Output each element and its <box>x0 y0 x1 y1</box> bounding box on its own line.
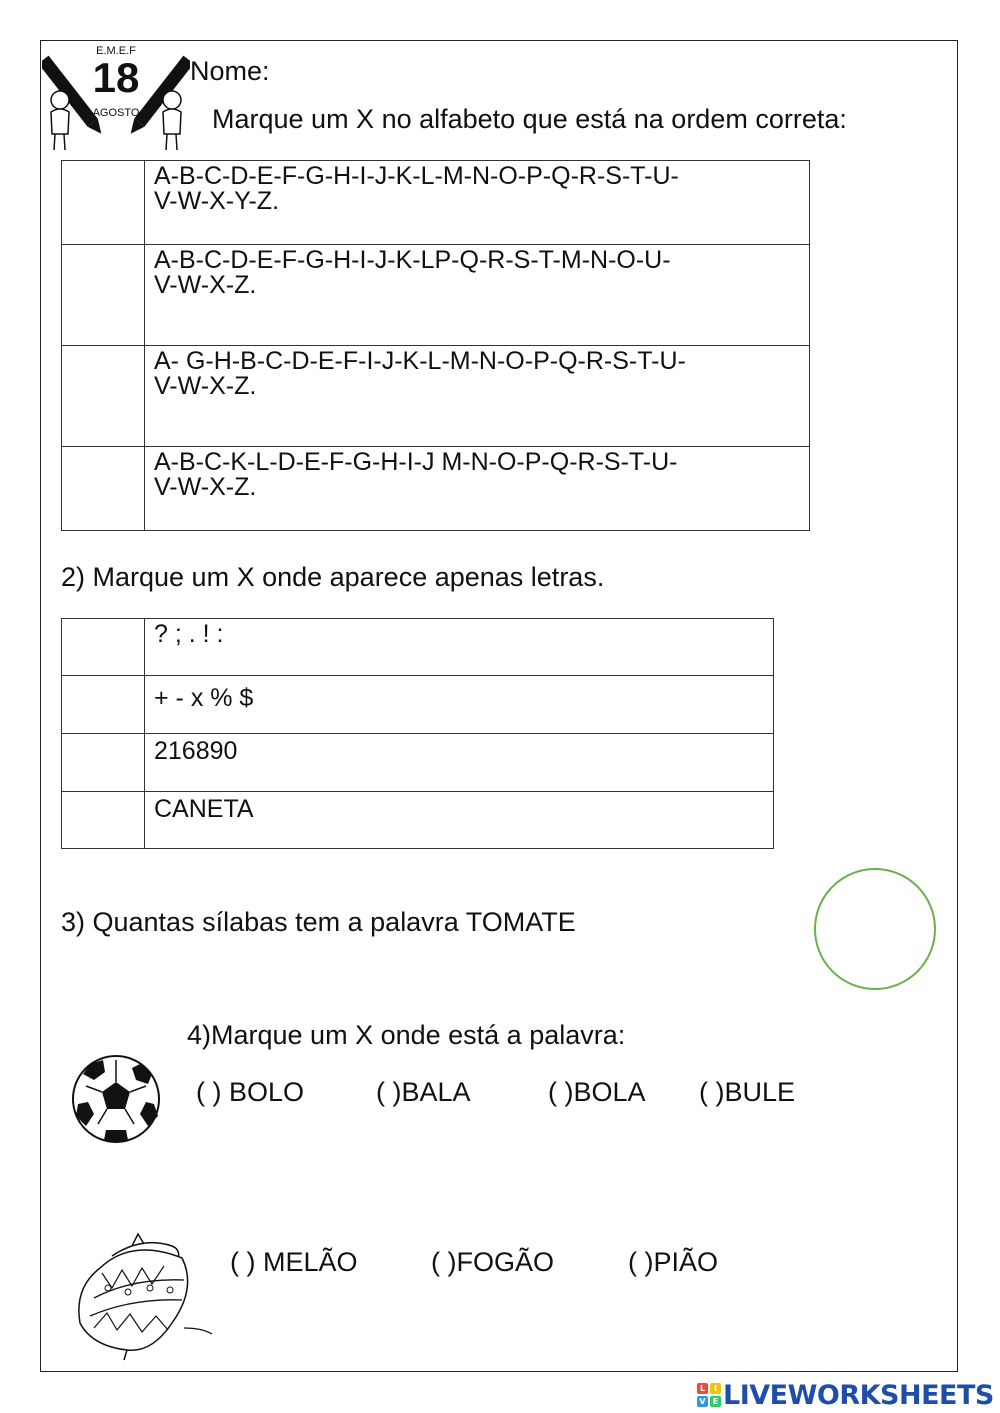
answer-box[interactable] <box>62 734 145 792</box>
question3-title: 3) Quantas sílabas tem a palavra TOMATE <box>61 907 576 937</box>
alphabet-option: A-B-C-D-E-F-G-H-I-J-K-L-M-N-O-P-Q-R-S-T-U- V-W-X-Y-Z. <box>145 161 810 245</box>
answer-box[interactable] <box>62 792 145 849</box>
alphabet-option: A-B-C-D-E-F-G-H-I-J-K-LP-Q-R-S-T-M-N-O-U- V-W-X-Z. <box>145 245 810 346</box>
liveworksheets-brand[interactable] <box>697 1379 994 1411</box>
answer-circle[interactable] <box>814 868 936 990</box>
alphabet-row <box>62 161 810 245</box>
symbols-option: CANETA <box>145 792 774 849</box>
option-bule[interactable]: ( )BULE <box>699 1077 796 1107</box>
alphabet-row <box>62 346 810 447</box>
option-piao[interactable]: ( )PIÃO <box>628 1247 719 1277</box>
alphabet-table <box>61 160 810 531</box>
symbols-option: + - x % $ <box>145 676 774 734</box>
logo-month-text: AGOSTO <box>92 107 140 119</box>
symbols-table <box>61 618 774 849</box>
name-label: Nome: <box>190 56 270 86</box>
alphabet-option: A-B-C-K-L-D-E-F-G-H-I-J M-N-O-P-Q-R-S-T-U- V-W-X-Z. <box>145 447 810 531</box>
word-options-group-1 <box>196 1079 795 1106</box>
option-fogao[interactable]: ( )FOGÃO <box>431 1247 554 1277</box>
spinning-top-icon <box>72 1228 217 1363</box>
symbols-row <box>62 792 774 849</box>
answer-box[interactable] <box>62 346 145 447</box>
symbols-row <box>62 734 774 792</box>
answer-box[interactable] <box>62 447 145 531</box>
symbols-row <box>62 619 774 676</box>
alphabet-row <box>62 245 810 346</box>
alphabet-row <box>62 447 810 531</box>
brand-text: LIVEWORKSHEETS <box>723 1379 994 1411</box>
question4-title: 4)Marque um X onde está a palavra: <box>187 1020 626 1050</box>
question2-title: 2) Marque um X onde aparece apenas letras. <box>61 562 605 592</box>
answer-box[interactable] <box>62 245 145 346</box>
alphabet-option: A- G-H-B-C-D-E-F-I-J-K-L-M-N-O-P-Q-R-S-T-U- V-W-X-Z. <box>145 346 810 447</box>
school-logo-icon <box>42 42 190 154</box>
answer-box[interactable] <box>62 161 145 245</box>
question1-instruction: Marque um X no alfabeto que está na ordem correta: <box>212 104 847 134</box>
option-bolo[interactable]: ( ) BOLO <box>196 1077 305 1107</box>
logo-number-text: 18 <box>92 54 140 101</box>
symbols-option: ? ; . ! : <box>145 619 774 676</box>
liveworksheets-logo-icon: L I V E <box>697 1383 721 1407</box>
soccer-ball-icon <box>70 1052 162 1146</box>
word-options-group-2 <box>230 1249 718 1276</box>
symbols-row <box>62 676 774 734</box>
logo-school-text: E.M.E.F <box>96 45 136 57</box>
answer-box[interactable] <box>62 619 145 676</box>
option-bola[interactable]: ( )BOLA <box>548 1077 646 1107</box>
option-melao[interactable]: ( ) MELÃO <box>230 1247 358 1277</box>
symbols-option: 216890 <box>145 734 774 792</box>
answer-box[interactable] <box>62 676 145 734</box>
option-bala[interactable]: ( )BALA <box>376 1077 471 1107</box>
